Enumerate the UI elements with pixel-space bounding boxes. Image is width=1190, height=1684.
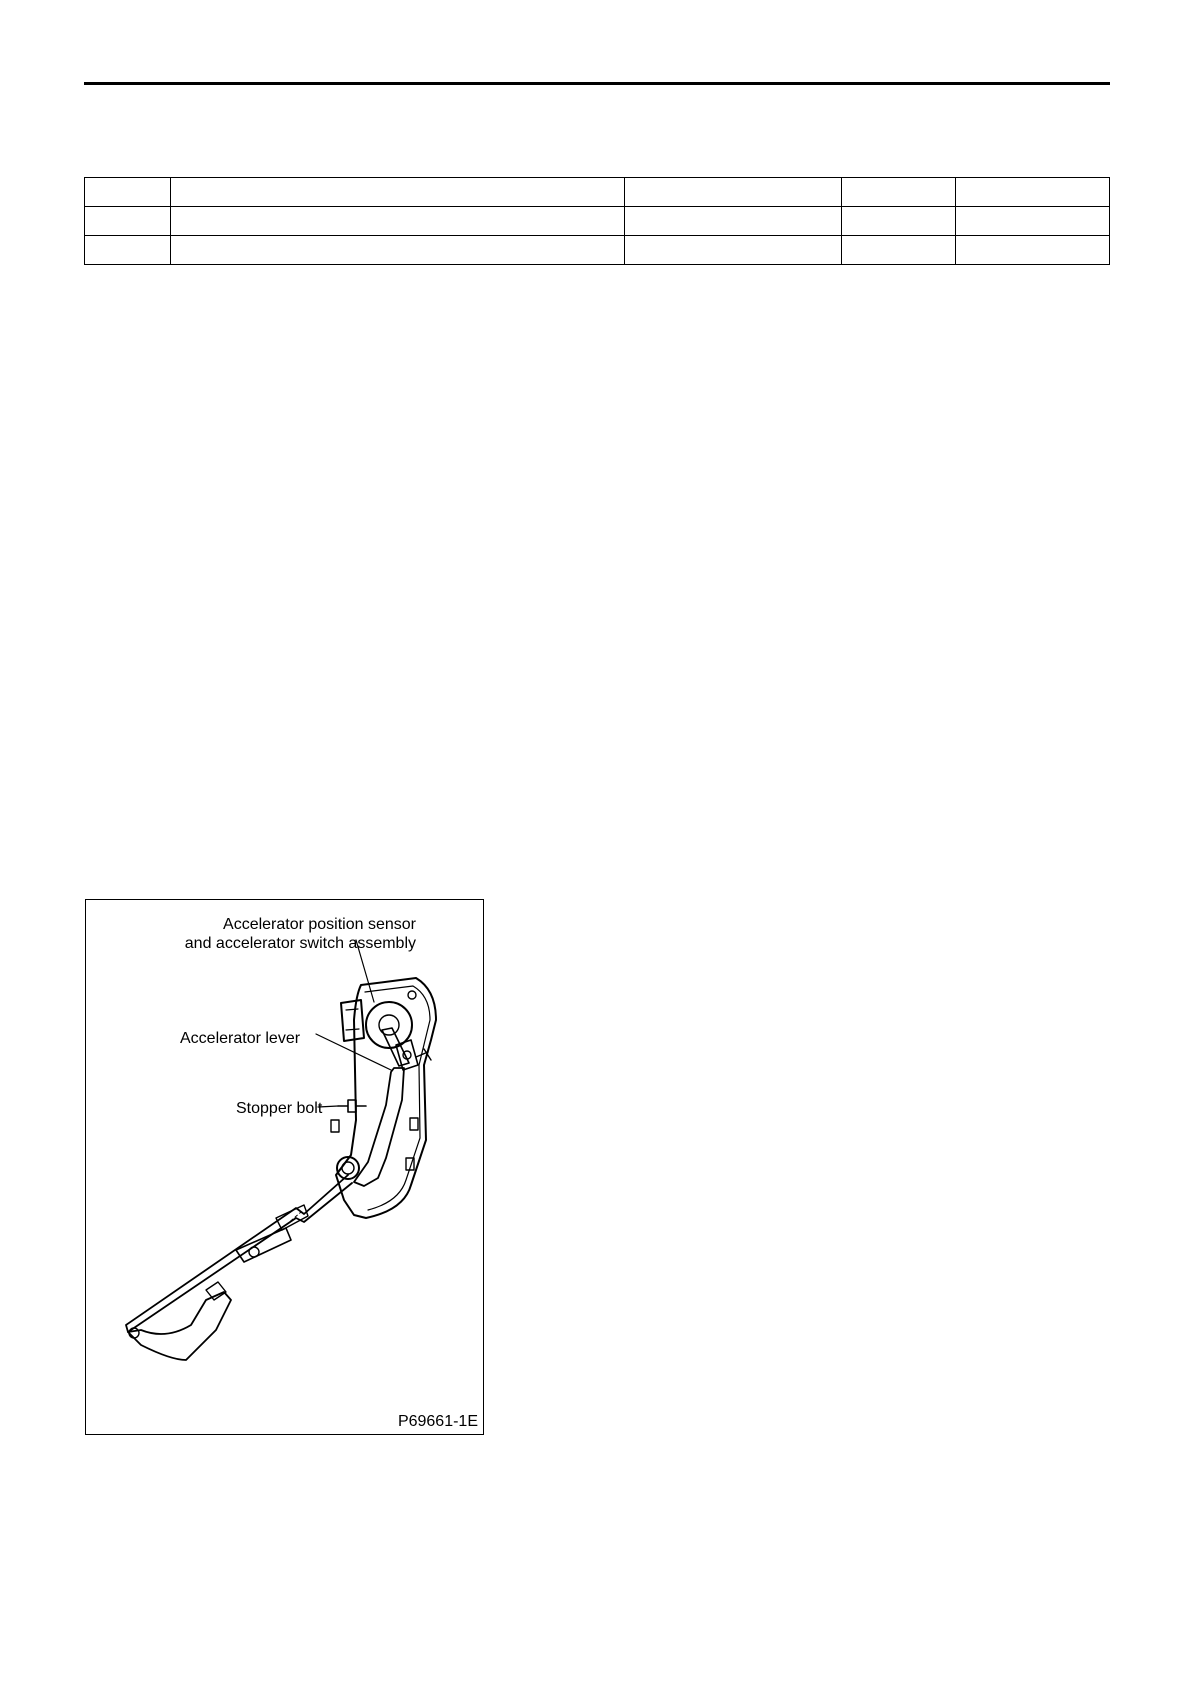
label-stopper-bolt: Stopper bolt — [236, 1100, 323, 1117]
table-cell — [170, 236, 625, 265]
table-cell — [842, 236, 956, 265]
table-cell — [956, 236, 1110, 265]
table-cell — [842, 178, 956, 207]
spec-table — [84, 177, 1110, 265]
label-line: and accelerator switch assembly — [184, 935, 416, 952]
table-cell — [625, 236, 842, 265]
figure-code: P69661-1E — [397, 1413, 478, 1430]
table-row — [85, 207, 1110, 236]
pedal-drawing — [86, 900, 485, 1436]
table-row — [85, 236, 1110, 265]
table-cell — [842, 207, 956, 236]
label-accelerator-lever: Accelerator lever — [180, 1030, 301, 1047]
label-position-sensor-assembly — [86, 915, 416, 953]
table-cell — [956, 207, 1110, 236]
header-rule — [84, 82, 1110, 85]
table-cell — [625, 207, 842, 236]
table-cell — [170, 207, 625, 236]
table-cell — [170, 178, 625, 207]
table-cell — [85, 178, 171, 207]
label-line: Accelerator position sensor — [223, 916, 416, 933]
table-cell — [85, 236, 171, 265]
table-cell — [625, 178, 842, 207]
table-cell — [85, 207, 171, 236]
accelerator-pedal-figure — [85, 899, 484, 1435]
table-row — [85, 178, 1110, 207]
table-cell — [956, 178, 1110, 207]
